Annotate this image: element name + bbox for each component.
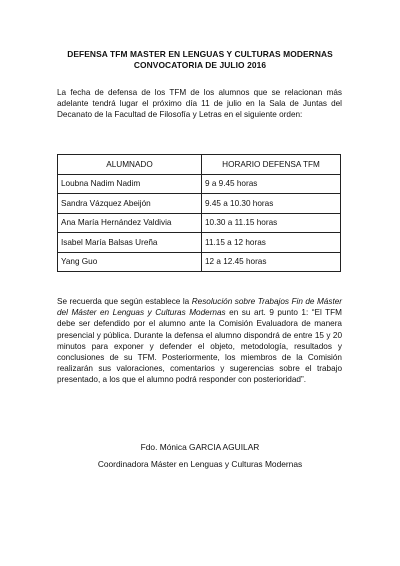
- regulation-quote: en su art. 9 punto 1: “El TFM debe ser defendido por el alumno ante la Comisión Evaluadora de manera presencial y pública. Durante la defensa el alumno dispondrá de entre 15 y 20 minutos para exponer y defender el objeto, metodología, resultados y conclusiones de su TFM. Posteriormente, los miembros de la Comisión realizarán sus valoraciones, comentarios y sugerencias sobre el trabajo presentado, a los que el alumno podrá responder con posterioridad”.: [57, 308, 343, 385]
- table-row: [58, 233, 341, 253]
- regulation-intro: Se recuerda que según establece la: [57, 297, 192, 306]
- column-header-horario: HORARIO DEFENSA TFM: [202, 155, 341, 175]
- student-name: Ana María Hernández Valdivia: [58, 213, 202, 233]
- regulation-reference: Resolución sobre Trabajos Fin de Máster del Máster en Lenguas y Culturas Modernas: [57, 297, 343, 318]
- student-name: Loubna Nadim Nadim: [58, 174, 202, 194]
- defense-time: 12 a 12.45 horas: [202, 252, 341, 272]
- student-name: Sandra Vázquez Abeijón: [58, 194, 202, 214]
- table-row: [58, 194, 341, 214]
- schedule-table: [57, 154, 341, 272]
- column-header-alumnado: ALUMNADO: [58, 155, 202, 175]
- defense-time: 11.15 a 12 horas: [202, 233, 341, 253]
- signature-role: Coordinadora Máster en Lenguas y Culturas Modernas: [97, 459, 303, 469]
- student-name: Yang Guo: [58, 252, 202, 272]
- intro-paragraph: La fecha de defensa de los TFM de los alumnos que se relacionan más adelante tendrá lugar el próximo día 11 de julio en la Sala de Juntas del Decanato de la Facultad de Filosofía y Letras en el siguiente orden:: [57, 88, 342, 120]
- table-row: [58, 213, 341, 233]
- defense-time: 10.30 a 11.15 horas: [202, 213, 341, 233]
- document-subtitle: CONVOCATORIA DE JULIO 2016: [133, 60, 267, 70]
- student-name: Isabel María Balsas Ureña: [58, 233, 202, 253]
- defense-time: 9.45 a 10.30 horas: [202, 194, 341, 214]
- defense-time: 9 a 9.45 horas: [202, 174, 341, 194]
- table-row: [58, 252, 341, 272]
- table-row: [58, 174, 341, 194]
- regulation-paragraph: [57, 296, 342, 386]
- signature-name: Fdo. Mónica GARCIA AGUILAR: [140, 442, 260, 452]
- document-title: DEFENSA TFM MASTER EN LENGUAS Y CULTURAS MODERNAS: [67, 49, 333, 59]
- table-header-row: [58, 155, 341, 175]
